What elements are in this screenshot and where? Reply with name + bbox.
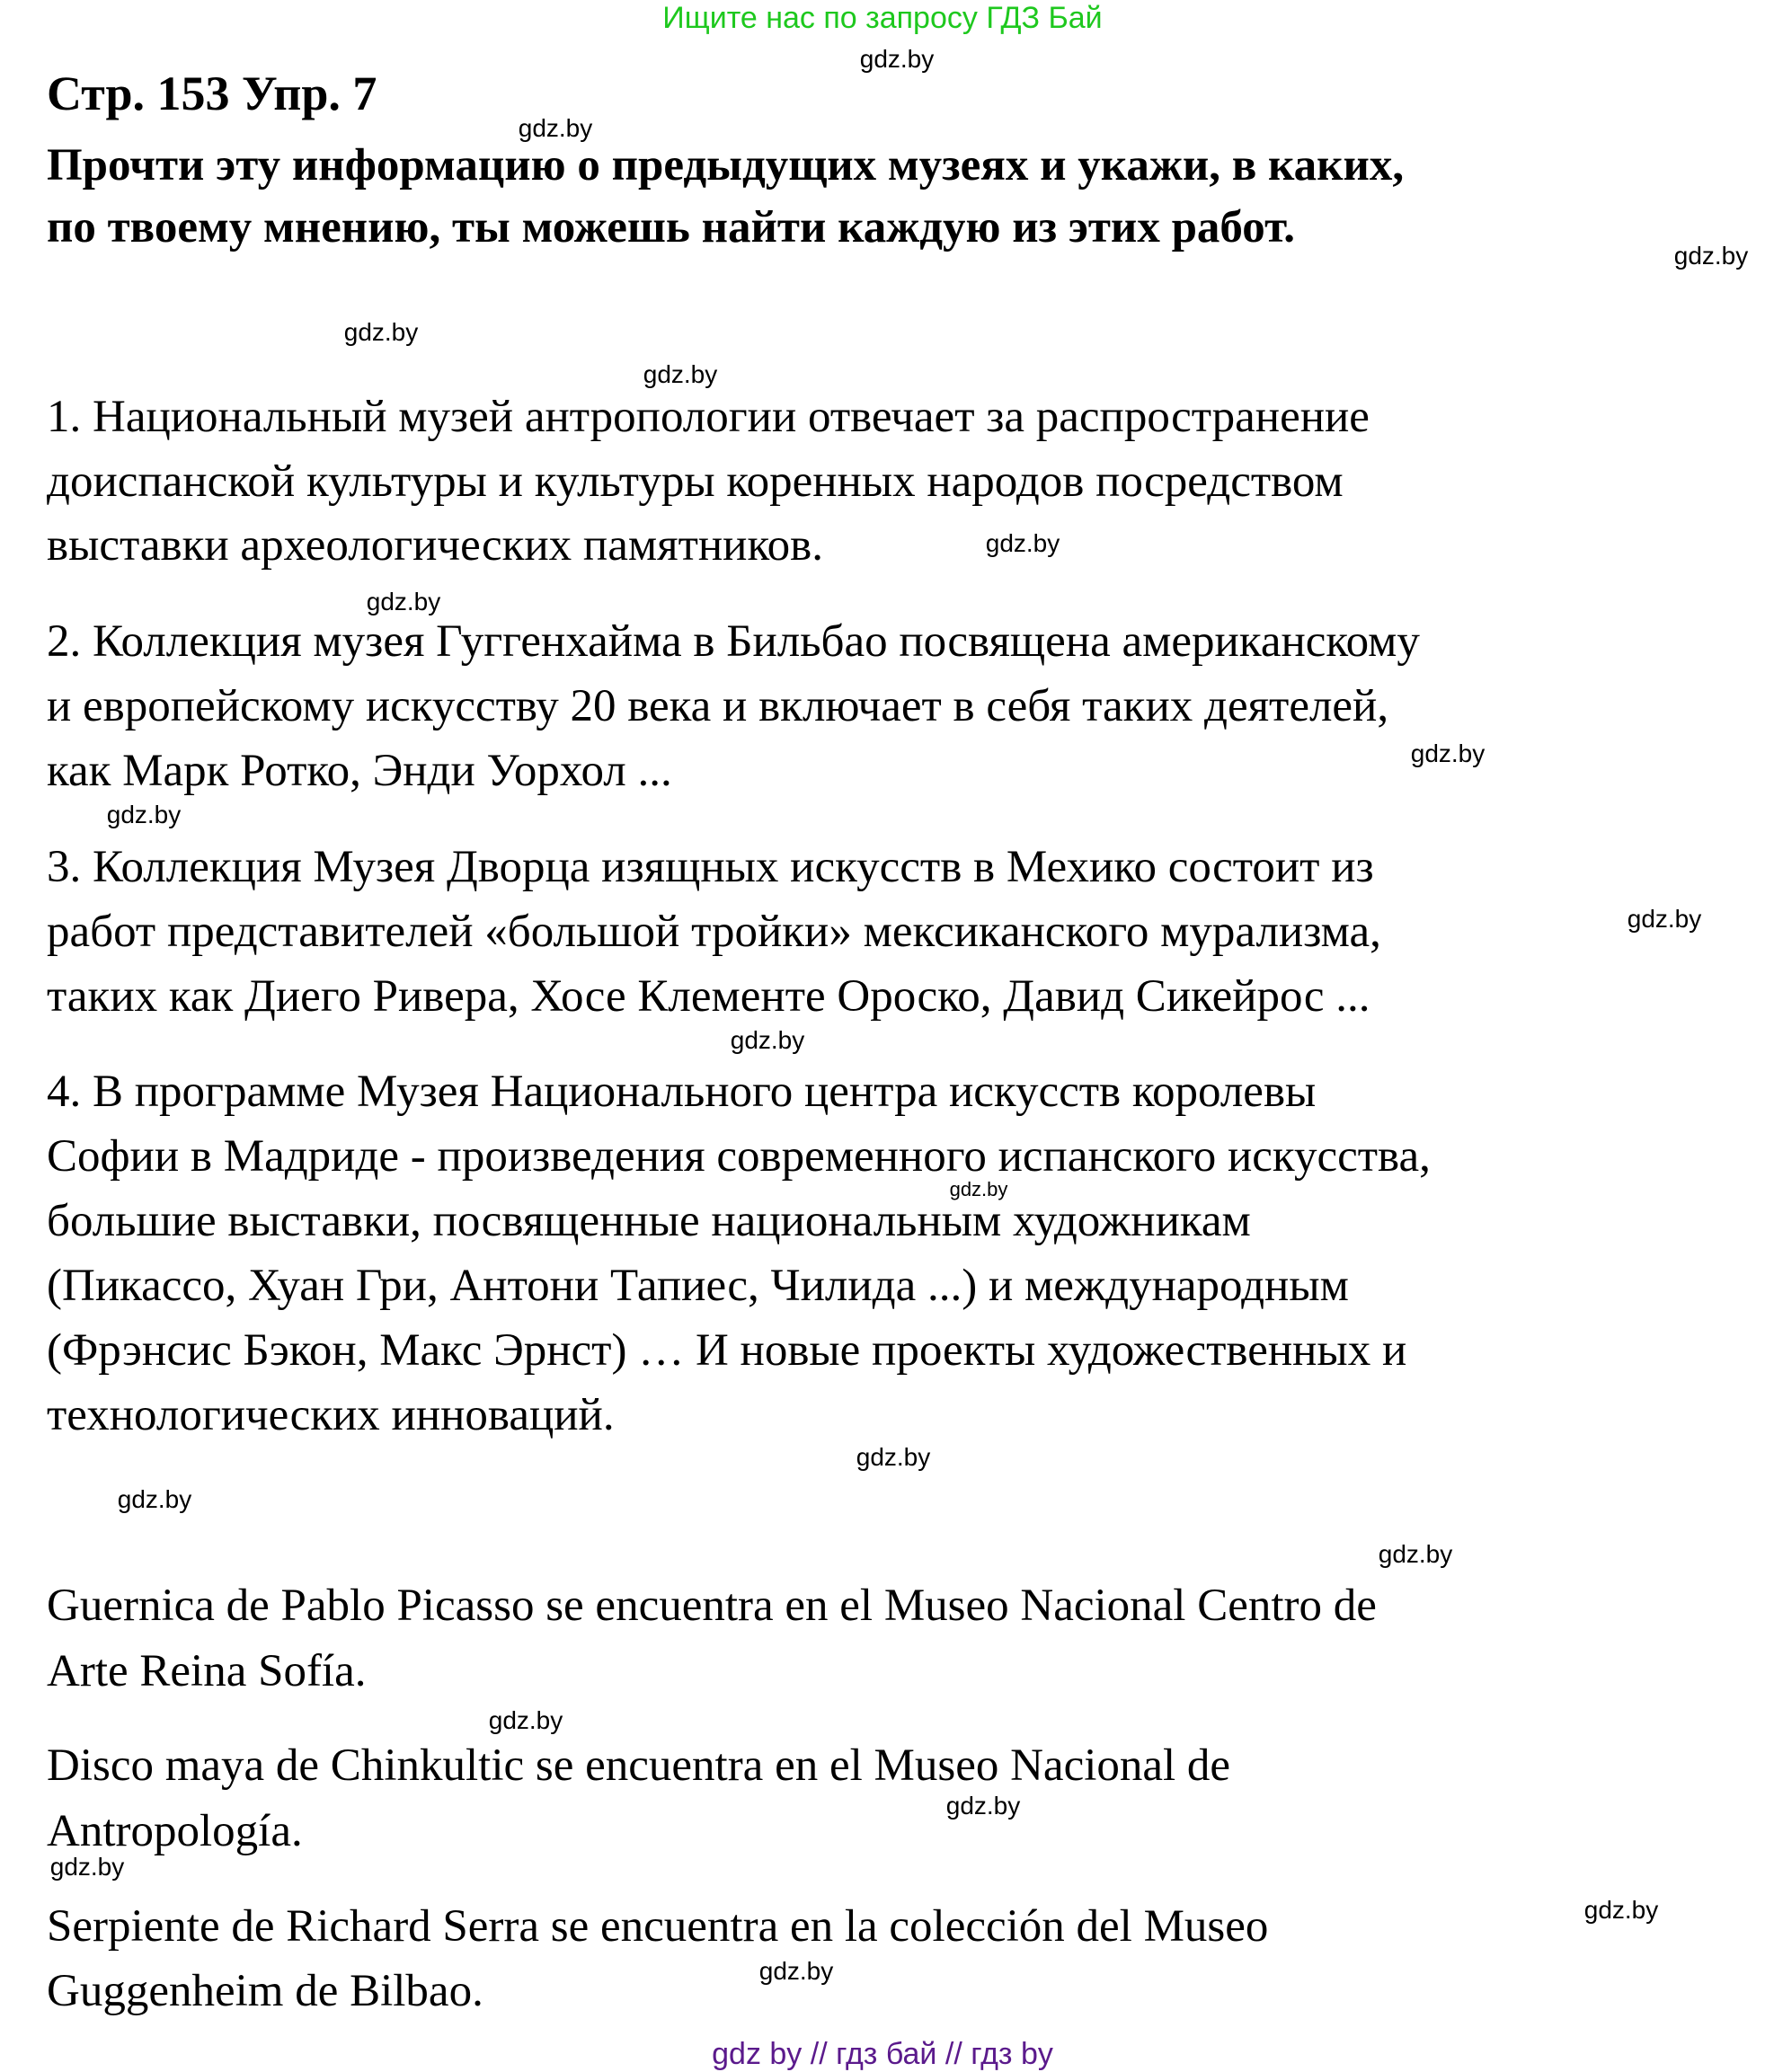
item-4-line-2: Софии в Мадриде - произведения современного испанского искусства,	[47, 1131, 1431, 1182]
item-2-line-2: и европейскому искусству 20 века и включает в себя таких деятелей,	[47, 681, 1389, 731]
watermark: gdz.by	[758, 1957, 834, 1985]
item-1-line-1: 1. Национальный музей антропологии отвечает за распространение	[47, 392, 1370, 442]
watermark: gdz.by	[366, 588, 441, 615]
answer-3-line-1: Serpiente de Richard Serra se encuentra en la colección del Museo	[47, 1901, 1269, 1952]
watermark: gdz.by	[985, 529, 1060, 557]
instruction-line-2: по твоему мнению, ты можешь найти каждую из этих работ.	[47, 202, 1296, 252]
watermark: gdz.by	[518, 114, 593, 142]
footer-site-links: gdz by // гдз бай // гдз by	[712, 2037, 1053, 2071]
item-4-line-4: (Пикассо, Хуан Гри, Антони Тапиес, Чилида ...) и международным	[47, 1261, 1349, 1311]
watermark: gdz.by	[1673, 242, 1749, 270]
item-2-line-1: 2. Коллекция музея Гуггенхайма в Бильбао посвящена американскому	[47, 616, 1420, 667]
item-3-line-3: таких как Диего Ривера, Хосе Клементе Ороско, Давид Сикейрос ...	[47, 971, 1370, 1022]
item-3-line-1: 3. Коллекция Музея Дворца изящных искусств в Мехико состоит из	[47, 842, 1374, 892]
watermark: gdz.by	[945, 1792, 1021, 1820]
watermark: gdz.by	[643, 360, 718, 388]
watermark: gdz.by	[117, 1485, 192, 1513]
answer-2-line-1: Disco maya de Chinkultic se encuentra en el Museo Nacional de	[47, 1740, 1231, 1791]
item-2-line-3: как Марк Ротко, Энди Уорхол ...	[47, 746, 672, 796]
watermark: gdz.by	[1378, 1540, 1453, 1568]
page-title: Стр. 153 Упр. 7	[47, 66, 377, 120]
item-1-line-3: выставки археологических памятников.	[47, 520, 823, 571]
item-4-line-5: (Фрэнсис Бэкон, Макс Эрнст) … И новые проекты художественных и	[47, 1325, 1407, 1376]
watermark: gdz.by	[488, 1706, 563, 1734]
item-1-line-2: доиспанской культуры и культуры коренных народов посредством	[47, 456, 1344, 507]
item-4-line-6: технологических инноваций.	[47, 1390, 615, 1440]
watermark: gdz.by	[106, 801, 182, 828]
watermark: gdz.by	[1627, 905, 1702, 933]
answer-3-line-2: Guggenheim de Bilbao.	[47, 1966, 483, 2016]
answer-1-line-1: Guernica de Pablo Picasso se encuentra en el Museo Nacional Centro de	[47, 1581, 1377, 1631]
search-hint-banner: Ищите нас по запросу ГДЗ Бай	[662, 1, 1103, 35]
instruction-line-1: Прочти эту информацию о предыдущих музеях и укажи, в каких,	[47, 140, 1405, 190]
answer-2-line-2: Antropología.	[47, 1806, 303, 1856]
watermark: gdz.by	[49, 1853, 125, 1881]
item-3-line-2: работ представителей «большой тройки» мексиканского мурализма,	[47, 907, 1381, 957]
watermark: gdz.by	[949, 1178, 1008, 1200]
watermark: gdz.by	[856, 1443, 931, 1471]
watermark: gdz.by	[1410, 739, 1486, 767]
answer-1-line-2: Arte Reina Sofía.	[47, 1646, 367, 1696]
item-4-line-1: 4. В программе Музея Национального центра искусств королевы	[47, 1067, 1317, 1117]
watermark: gdz.by	[343, 318, 419, 346]
watermark: gdz.by	[730, 1026, 805, 1054]
watermark: gdz.by	[859, 45, 935, 73]
item-4-line-3: большие выставки, посвященные национальным художникам	[47, 1196, 1251, 1246]
watermark: gdz.by	[1583, 1896, 1659, 1924]
